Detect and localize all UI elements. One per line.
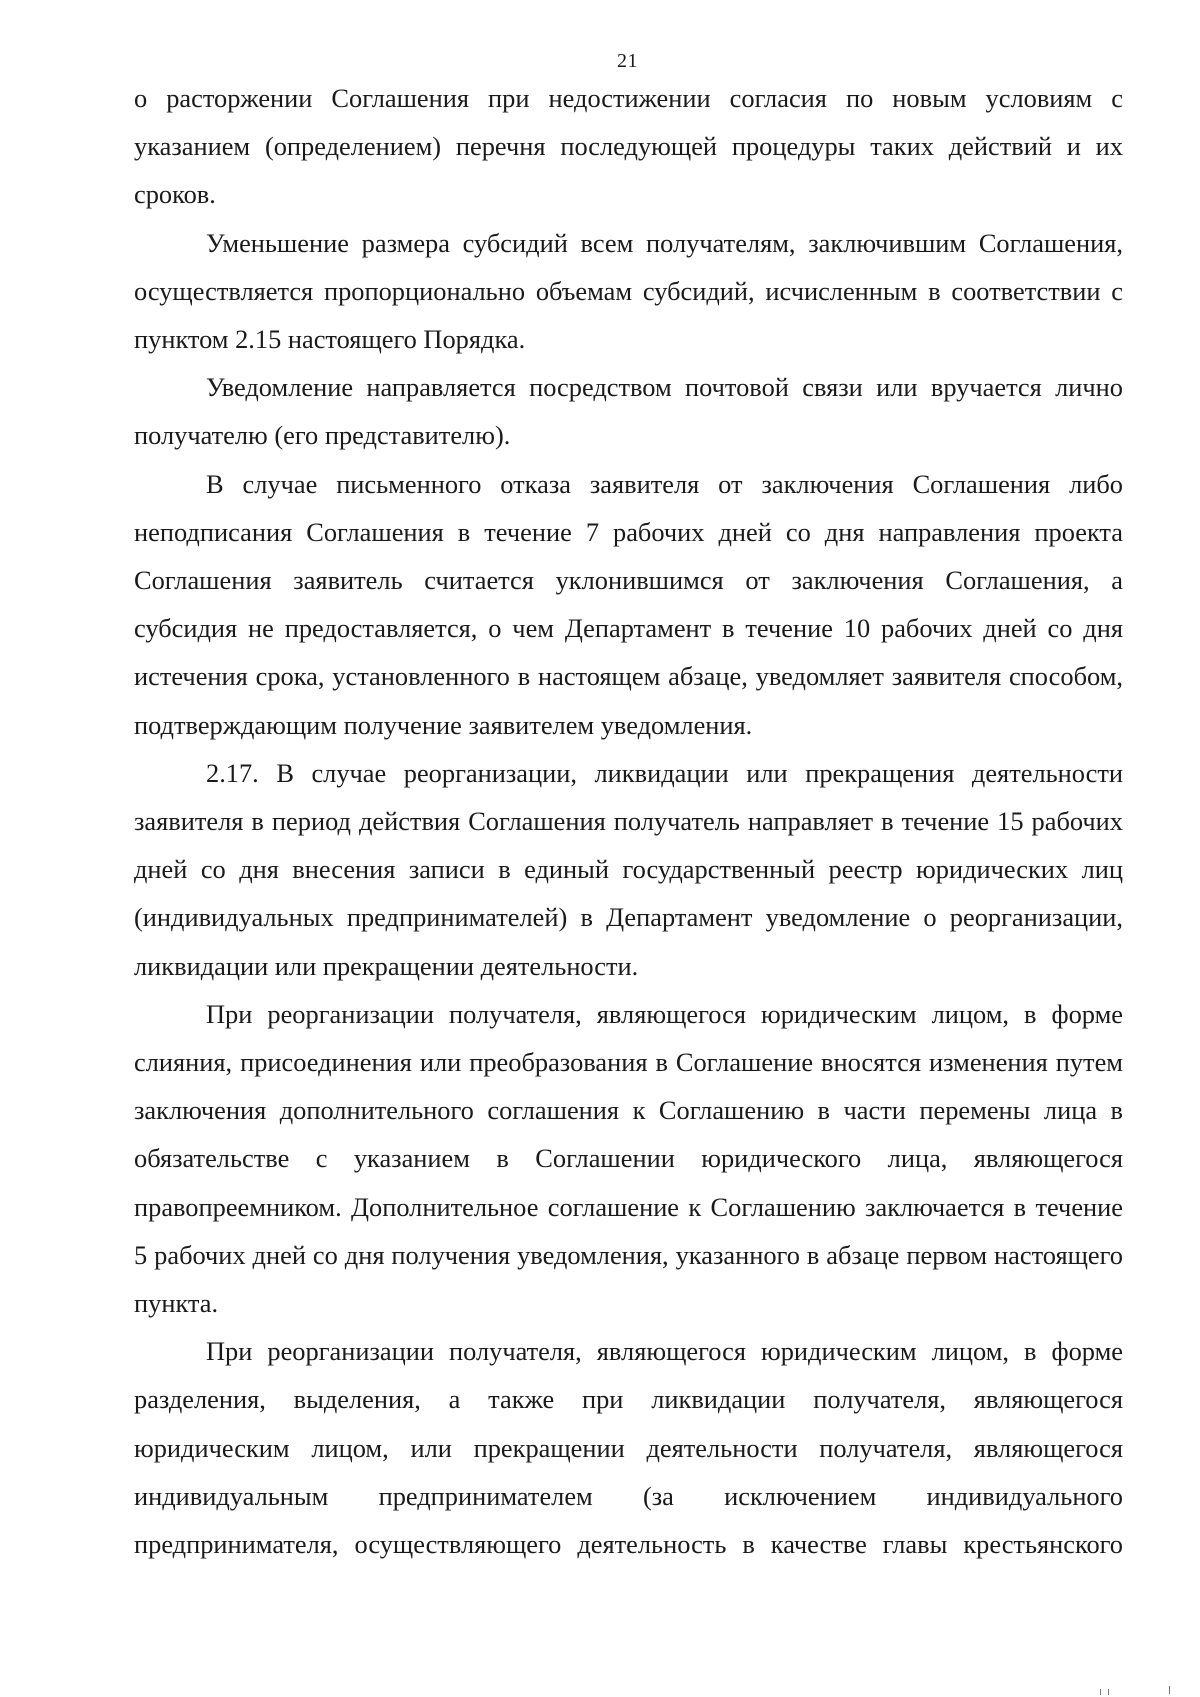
document-body <box>134 74 1123 1568</box>
page-number: 21 <box>617 50 638 72</box>
paragraph: При реорганизации получателя, являющегося юридическим лицом, в форме слияния, присоединения или преобразования в Соглашение вносятся изменения путем заключения дополнительного соглашения к Соглашению в части перемены лица в обязательстве с указанием в Соглашении юридического лица, являющегося правопреемником. Дополнительное соглашение к Соглашению заключается в течение 5 рабочих дней со дня получения уведомления, указанного в абзаце первом настоящего пункта. <box>134 998 1123 1319</box>
scan-artifact-mark <box>1100 1689 1101 1695</box>
paragraph: При реорганизации получателя, являющегося юридическим лицом, в форме разделения, выделения, а также при ликвидации получателя, являющегося юридическим лицом, или прекращении деятельности получателя, являющегося индивидуальным предпринимателем (за исключением индивидуального предпринимателя, осуществляющего деятельность в качестве главы крестьянского <box>134 1336 1123 1560</box>
paragraph-continuation: о расторжении Соглашения при недостижении согласия по новым условиям с указанием (определением) перечня последующей процедуры таких действий и их сроков. <box>134 83 1123 210</box>
scan-artifact-mark <box>1108 1689 1109 1695</box>
scan-artifact-mark <box>1169 1686 1170 1694</box>
paragraph: Уменьшение размера субсидий всем получателям, заключившим Соглашения, осуществляется пропорционально объемам субсидий, исчисленным в соответствии с пунктом 2.15 настоящего Порядка. <box>134 227 1123 355</box>
paragraph: В случае письменного отказа заявителя от заключения Соглашения либо неподписания Соглашения в течение 7 рабочих дней со дня направления проекта Соглашения заявитель считается уклонившимся от заключения Соглашения, а субсидия не предоставляется, о чем Департамент в течение 10 рабочих дней со дня истечения срока, установленного в настоящем абзаце, уведомляет заявителя способом, подтверждающим получение заявителем уведомления. <box>134 468 1123 740</box>
paragraph-section-2-17: 2.17. В случае реорганизации, ликвидации или прекращения деятельности заявителя в период действия Соглашения получатель направляет в течение 15 рабочих дней со дня внесения записи в единый государственный реестр юридических лиц (индивидуальных предпринимателей) в Департамент уведомление о реорганизации, ликвидации или прекращении деятельности. <box>134 757 1123 981</box>
paragraph: Уведомление направляется посредством почтовой связи или вручается лично получателю (его представителю). <box>134 372 1123 451</box>
